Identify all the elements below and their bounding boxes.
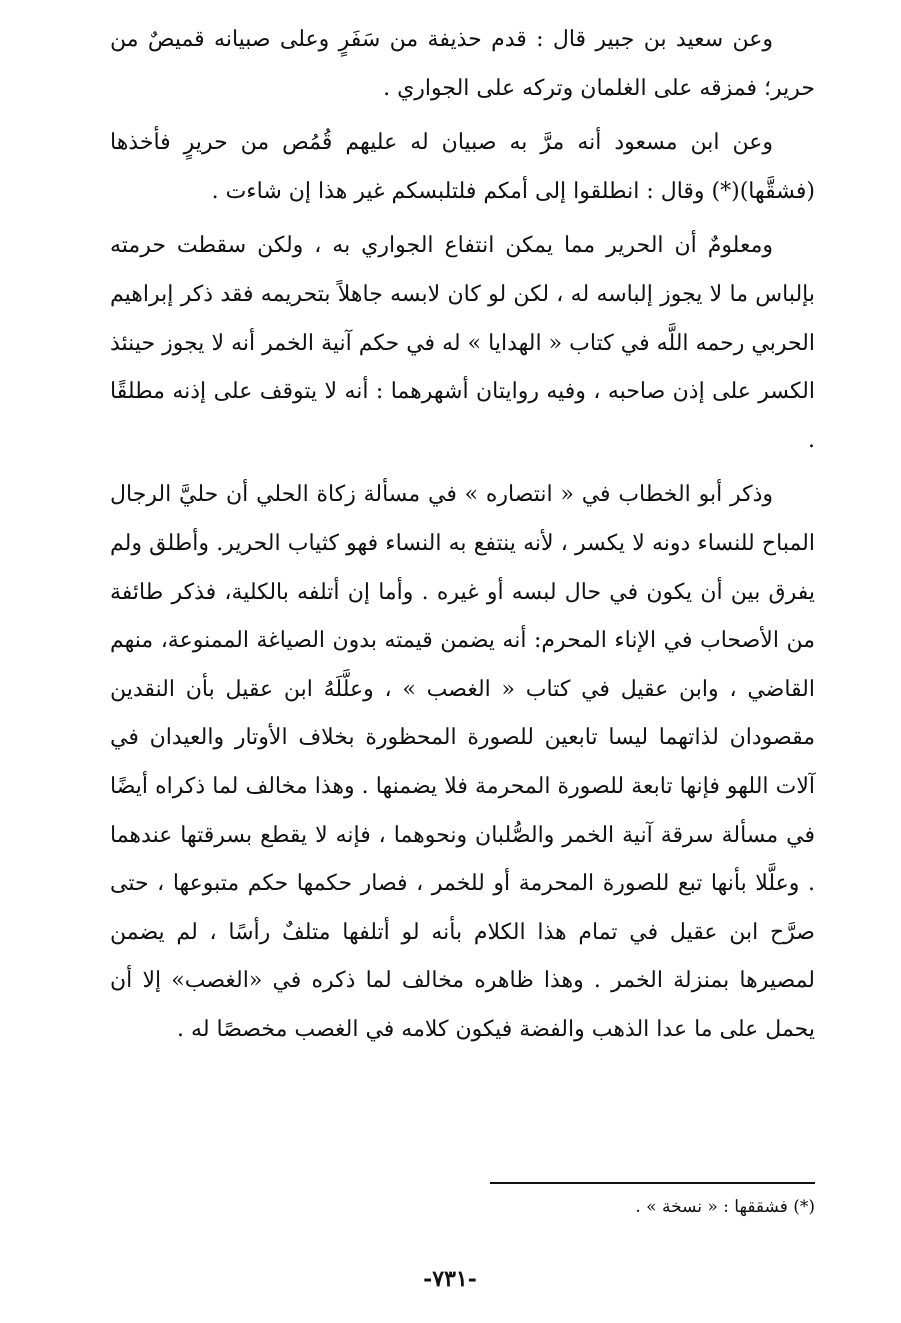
paragraph-1: وعن سعيد بن جبير قال : قدم حذيفة من سَفَرٍ وعلى صبيانه قميصٌ من حرير؛ فمزقه على الغلمان وتركه على الجواري . [110,27,815,101]
footnote: (*) فشققها : « نسخة » . [635,1197,815,1217]
paragraph-2: وعن ابن مسعود أنه مرَّ به صبيان له عليهم قُمُص من حريرٍ فأخذها (فشقَّها)(*) وقال : انطلقوا إلى أمكم فلتلبسكم غير هذا إن شاءت . [110,130,815,204]
paragraph-3: ومعلومٌ أن الحرير مما يمكن انتفاع الجواري به ، ولكن سقطت حرمته بإلباس ما لا يجوز إلباسه له ، لكن لو كان لابسه جاهلاً بتحريمه فقد ذكر إبراهيم الحربي رحمه اللَّه في كتاب « الهدايا » له في حكم آنية الخمر أنه لا يجوز حينئذ الكسر على إذن صاحبه ، وفيه روايتان أشهرهما : أنه لا يتوقف على إذنه مطلقًا . [110,233,815,453]
footnote-divider [490,1182,815,1184]
paragraph-4: وذكر أبو الخطاب في « انتصاره » في مسألة زكاة الحلي أن حليَّ الرجال المباح للنساء دونه لا يكسر ، لأنه ينتفع به النساء فهو كثياب الحرير. وأطلق ولم يفرق بين أن يكون في حال لبسه أو غيره . وأما إن أتلفه بالكلية، فذكر طائفة من الأصحاب في الإناء المحرم: أنه يضمن قيمته بدون الصياغة الممنوعة، منهم القاضي ، وابن عقيل في كتاب « الغصب » ، وعلَّلَهُ ابن عقيل بأن النقدين مقصودان لذاتهما ليسا تابعين للصورة المحظورة بخلاف الأوتار والعيدان في آلات اللهو فإنها تابعة للصورة المحرمة فلا يضمنها . وهذا مخالف لما ذكراه أيضًا في مسألة سرقة آنية الخمر والصُّلبان ونحوهما ، فإنه لا يقطع بسرقتها عندهما . وعلَّلا بأنها تبع للصورة المحرمة أو للخمر ، فصار حكمها حكم متبوعها ، حتى صرَّح ابن عقيل في تمام هذا الكلام بأنه لو أتلفها متلفٌ رأسًا ، لم يضمن لمصيرها بمنزلة الخمر . وهذا ظاهره مخالف لما ذكره في «الغصب» إلا أن يحمل على ما عدا الذهب والفضة فيكون كلامه في الغصب مخصصًا له . [110,482,815,1042]
main-text [110,16,815,1054]
page-number: -٧٣١- [423,1266,477,1292]
